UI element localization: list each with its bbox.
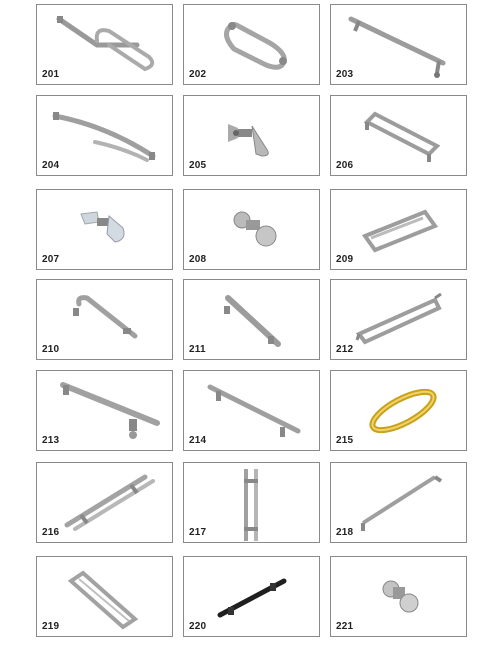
product-card <box>183 189 320 270</box>
product-card <box>36 556 173 637</box>
product-card <box>330 189 467 270</box>
product-card <box>183 370 320 451</box>
product-card <box>330 4 467 85</box>
product-card <box>36 4 173 85</box>
product-code: 219 <box>42 621 60 632</box>
product-code: 217 <box>189 527 207 538</box>
product-code: 202 <box>189 69 207 80</box>
product-code: 212 <box>336 344 354 355</box>
product-code: 201 <box>42 69 60 80</box>
product-card <box>183 556 320 637</box>
product-code: 215 <box>336 435 354 446</box>
product-card <box>36 370 173 451</box>
product-card <box>330 556 467 637</box>
product-card <box>330 95 467 176</box>
product-card <box>183 4 320 85</box>
product-code: 203 <box>336 69 354 80</box>
product-card <box>330 462 467 543</box>
product-code: 210 <box>42 344 60 355</box>
product-code: 213 <box>42 435 60 446</box>
product-code: 207 <box>42 254 60 265</box>
product-code: 204 <box>42 160 60 171</box>
product-card <box>330 370 467 451</box>
product-code: 208 <box>189 254 207 265</box>
product-code: 220 <box>189 621 207 632</box>
product-code: 218 <box>336 527 354 538</box>
product-code: 206 <box>336 160 354 171</box>
product-code: 216 <box>42 527 60 538</box>
product-card <box>330 279 467 360</box>
product-code: 221 <box>336 621 354 632</box>
product-card <box>36 462 173 543</box>
product-card <box>183 279 320 360</box>
product-card <box>36 189 173 270</box>
product-code: 211 <box>189 344 206 355</box>
product-card <box>183 95 320 176</box>
product-code: 209 <box>336 254 354 265</box>
product-code: 214 <box>189 435 207 446</box>
product-card <box>36 95 173 176</box>
product-card <box>183 462 320 543</box>
product-code: 205 <box>189 160 207 171</box>
product-card <box>36 279 173 360</box>
